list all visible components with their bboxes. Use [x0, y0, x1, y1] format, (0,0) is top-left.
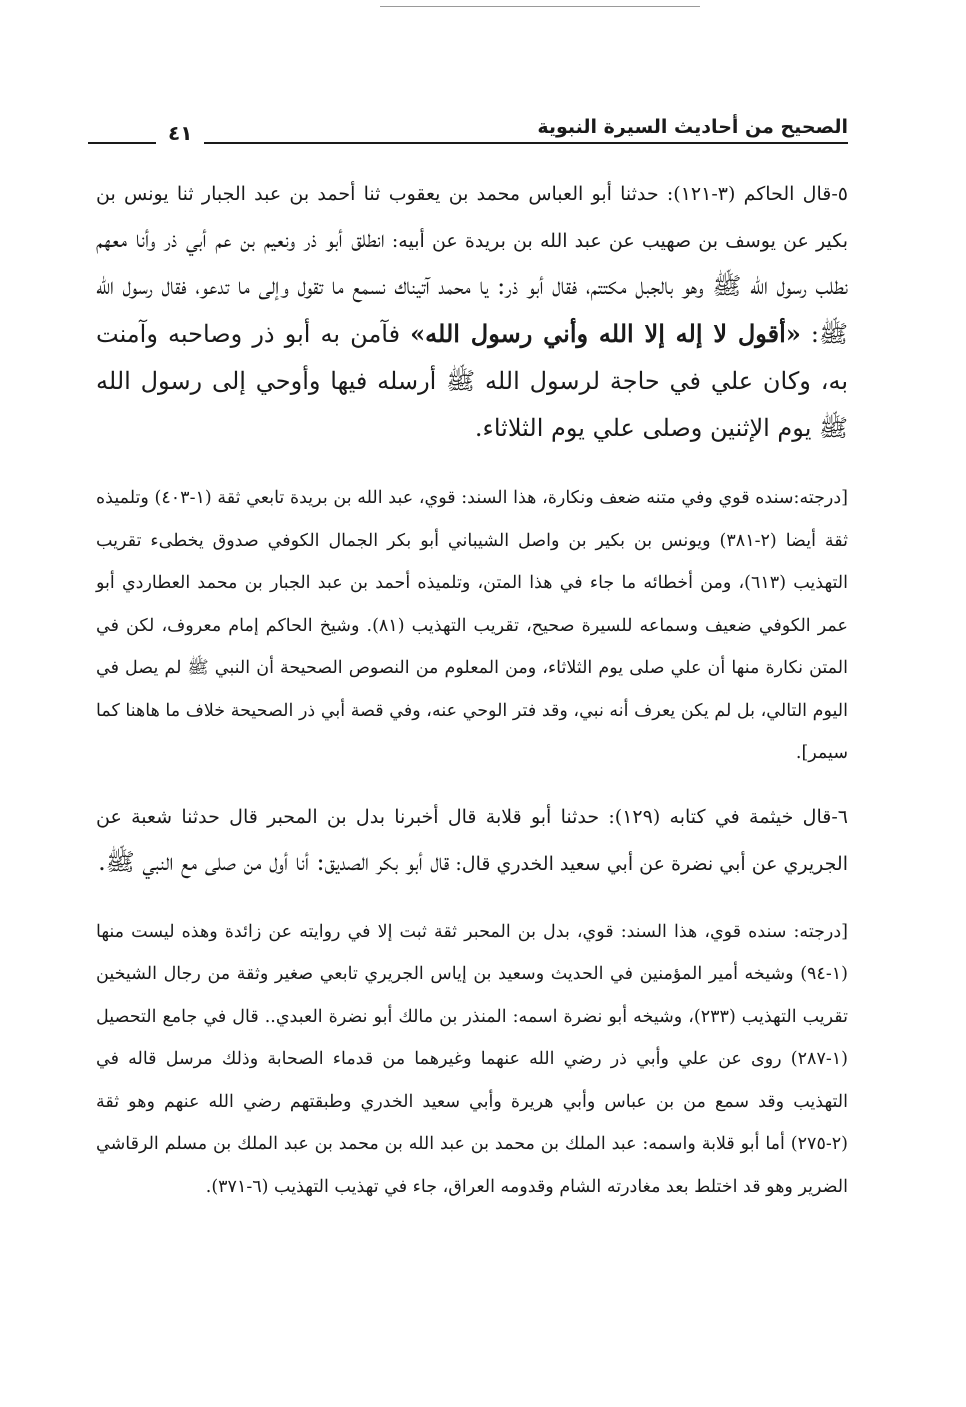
grade-5: [درجته:سنده قوي وفي متنه ضعف ونكارة، هذا السند: قوي، عبد الله بن بريدة تابعي ثقة (١-٤٠٣) وتلميذه ثقة أيضا (٢-٣٨١) ويونس بن بكير بن واصل الشيباني أبو بكر الجمال الكوفي صدوق يخطىء تقريب التهذيب (٦١٣)، ومن أخطائه ما جاء في هذا المتن، وتلميذه أحمد بن عبد الجبار بن محمد العطاردي أبو عمر الكوفي ضعيف وسماعه للسيرة صحيح، تقريب التهذيب (٨١). وشيخ الحاكم إمام معروف، لكن في المتن نكارة منها أن علي صلى يوم الثلاثاء، ومن المعلوم من النصوص الصحيحة أن النبي ﷺ لم يصل في اليوم التالي، بل لم يكن يعرف أنه نبي، وقد فتر الوحي عنه، وفي قصة أبي ذر الصحيحة خلاف ما هاهنا كما سيمر].: [96, 488, 848, 763]
hadith-6-matn: قال أبو بكر الصديق: أنا أول من صلى مع النبي ﷺ.: [98, 847, 450, 876]
hadith-5-matn-part-2: فآمن به أبو ذر وصاحبه وآمنت به، وكان علي في حاجة لرسول الله ﷺ أرسله فيها وأوحي إلى رسول الله ﷺ يوم الإثنين وصلى علي يوم الثلاثاء.: [96, 320, 848, 442]
hadith-5: [96, 172, 848, 453]
grade-6: [درجته: سنده قوي، هذا السند: قوي، بدل بن المحبر ثقة ثبت إلا في روايته عن زائدة وهذه ليست منها (١-٩٤) وشيخه أمير المؤمنين في الحديث وسعيد بن إياس الجريري تابعي صغير وثقة من رجال الشيخين تقريب التهذيب (٢٣٣)، وشيخه أبو نضرة اسمه: المنذر بن مالك أبو نضرة العبدي.. قال في جامع التحصيل (١-٢٨٧) روى عن علي وأبي ذر رضي الله عنهما وغيرهما من قدماء الصحابة وذلك مرسل قاله في التهذيب وقد سمع من بن عباس وأبي هريرة وأبي سعيد الخدري وطبقتهم رضي الله عنهم وهو ثقة (٢-٢٧٥) أما أبو قلابة واسمه: عبد الملك بن محمد بن عبد الله بن محمد بن عبد الملك بن مسلم الرقاشي الضرير وهو قد اختلط بعد مغادرته الشام وقدومه العراق، جاء في تهذيب التهذيب (٦-٣٧١).: [96, 921, 849, 1197]
page-number: ٤١: [156, 120, 204, 146]
page-body: [96, 172, 848, 1228]
hadith-6-isnad: ٦-قال خيثمة في كتابه (١٢٩): حدثنا أبو قلابة قال أخبرنا بدل بن المحبر قال حدثنا شعبة عن الجريري عن أبي نضرة عن أبي سعيد الخدري قال:: [96, 805, 848, 875]
top-edge-rule: [380, 6, 700, 7]
hadith-5-matn-bold: «أقول لا إله إلا الله وأني رسول الله»: [410, 319, 801, 348]
hadith-5-matn-part-1: انطلق أبو ذر ونعيم بن عم أبي ذر وأنا معهم نطلب رسول الله ﷺ وهو بالجبل مكتتم، فقال أبو ذر: يا محمد آتيناك نسمع ما تقول وإلى ما تدعو، فقال رسول الله ﷺ:: [96, 225, 848, 348]
running-title: الصحيح من أحاديث السيرة النبوية: [527, 116, 848, 138]
hadith-6: [96, 795, 848, 887]
hadith-5-isnad: ٥-قال الحاكم (٣-١٢١): حدثنا أبو العباس محمد بن يعقوب ثنا أحمد بن عبد الجبار ثنا يونس بن بكير عن يوسف بن صهيب عن عبد الله بن بريدة عن أبيه:: [96, 183, 848, 252]
page-header: [88, 110, 848, 146]
hadith-5-matn: [96, 225, 848, 442]
